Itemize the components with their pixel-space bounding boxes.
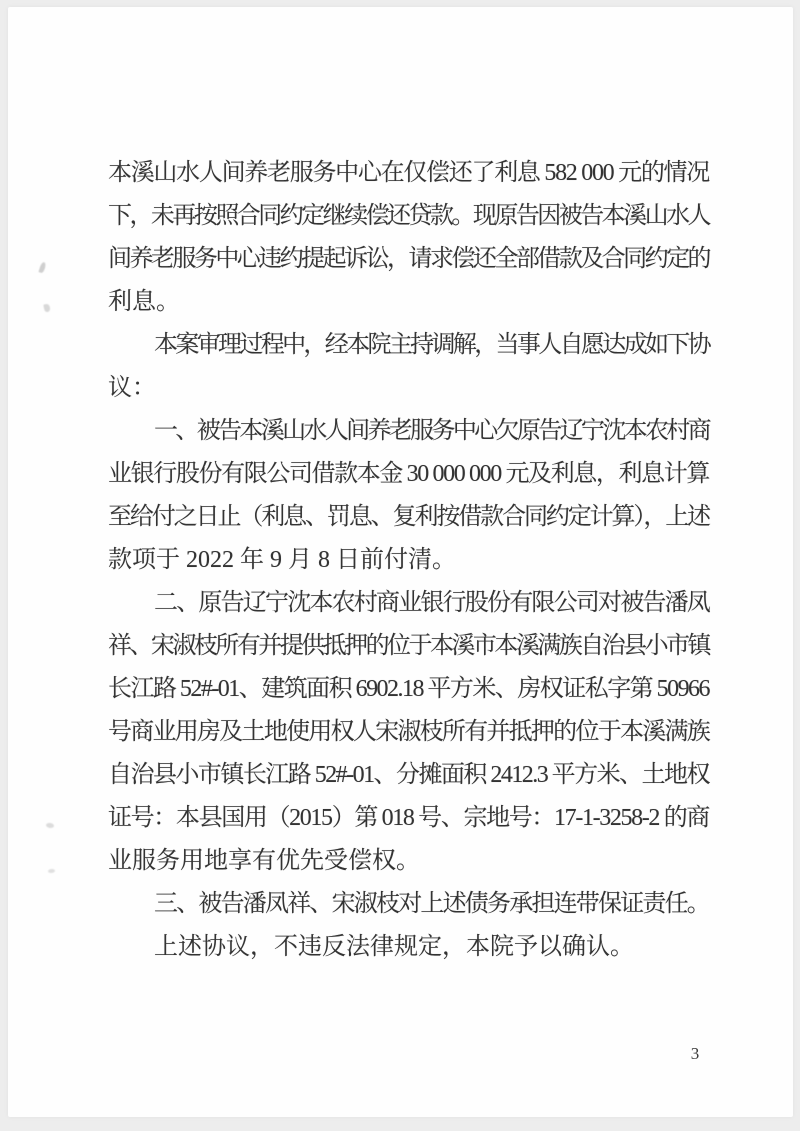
text-line: 证号：本县国用（2015）第 018 号、宗地号：17-1-3258-2 的商 [108, 805, 709, 831]
document-body-text [108, 152, 709, 969]
text-line: 至给付之日止（利息、罚息、复利按借款合同约定计算），上述 [108, 504, 709, 530]
text-line: 三、被告潘凤祥、宋淑枝对上述债务承担连带保证责任。 [154, 891, 709, 917]
text-line: 下，未再按照合同约定继续偿还贷款。现原告因被告本溪山水人 [108, 203, 709, 229]
text-line: 间养老服务中心违约提起诉讼，请求偿还全部借款及合同约定的 [108, 246, 709, 272]
text-line: 自治县小市镇长江路 52#-01、分摊面积 2412.3 平方米、土地权 [108, 762, 709, 788]
page-number: 3 [690, 1044, 700, 1063]
text-line: 祥、宋淑枝所有并提供抵押的位于本溪市本溪满族自治县小市镇 [108, 633, 709, 659]
scan-smudge [43, 303, 51, 312]
scan-smudge [48, 869, 55, 874]
text-line: 业服务用地享有优先受偿权。 [108, 848, 420, 874]
text-line: 本溪山水人间养老服务中心在仅偿还了利息 582 000 元的情况 [108, 160, 709, 186]
text-line: 利息。 [108, 289, 180, 315]
text-line: 议： [108, 375, 156, 401]
text-line: 一、被告本溪山水人间养老服务中心欠原告辽宁沈本农村商 [154, 418, 709, 444]
text-line: 号商业用房及土地使用权人宋淑枝所有并抵押的位于本溪满族 [108, 719, 709, 745]
text-line: 本案审理过程中，经本院主持调解，当事人自愿达成如下协 [154, 332, 709, 358]
text-line: 长江路 52#-01、建筑面积 6902.18 平方米、房权证私字第 50966 [108, 676, 709, 702]
text-line: 业银行股份有限公司借款本金 30 000 000 元及利息，利息计算 [108, 461, 709, 487]
text-line: 款项于 2022 年 9 月 8 日前付清。 [108, 547, 456, 573]
scan-smudge [38, 261, 46, 273]
text-line: 上述协议，不违反法律规定，本院予以确认。 [154, 934, 634, 960]
text-line: 二、原告辽宁沈本农村商业银行股份有限公司对被告潘凤 [154, 590, 709, 616]
document-page [8, 7, 793, 1117]
scan-smudge [46, 822, 55, 828]
